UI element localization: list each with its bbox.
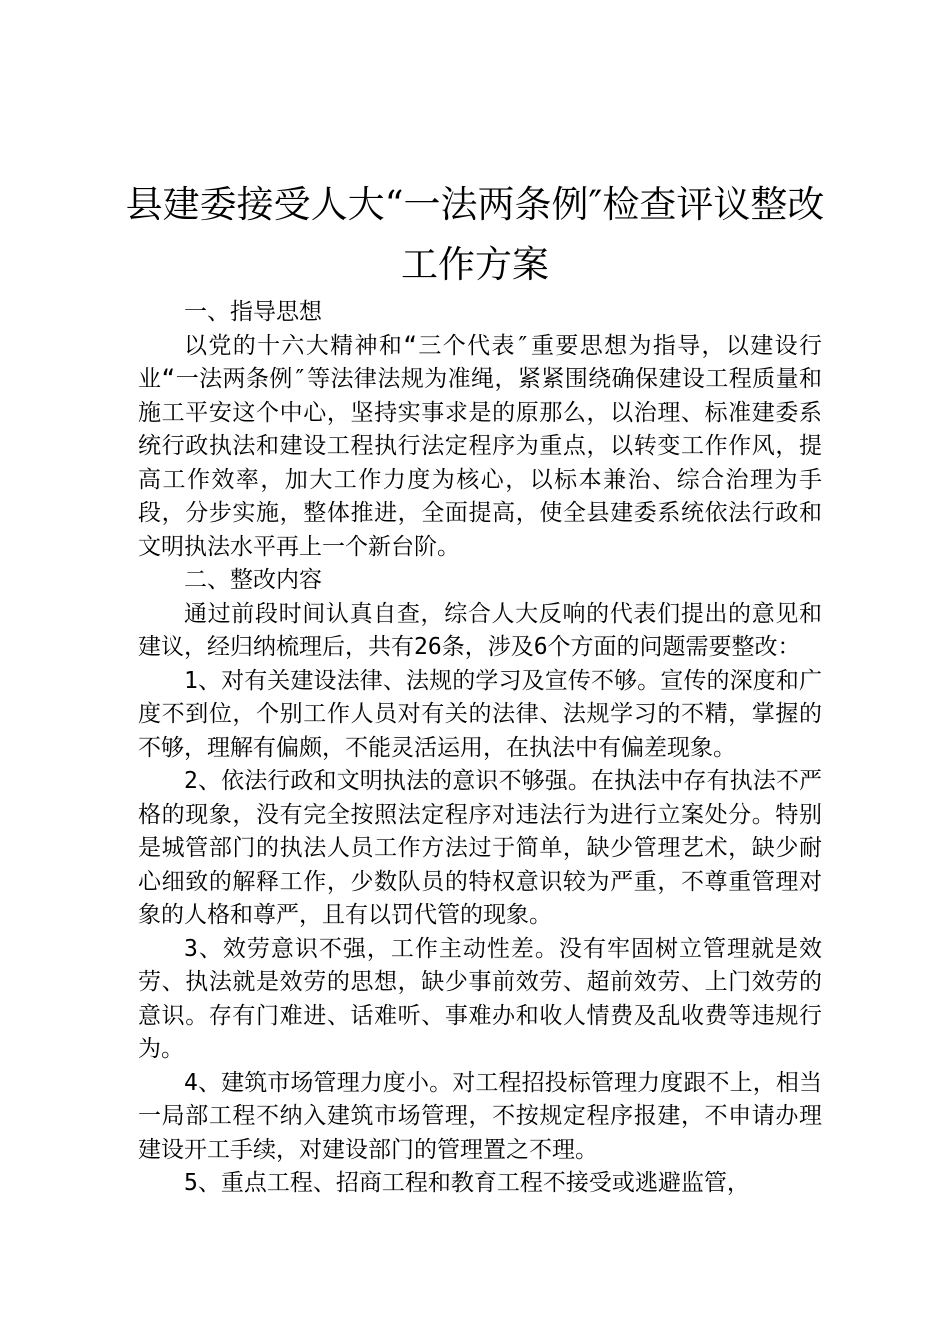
section-heading-guiding-ideology: 一、指导思想 bbox=[184, 299, 322, 325]
paragraph-item-3: 3、效劳意识不强，工作主动性差。没有牢固树立管理就是效劳、执法就是效劳的思想，缺少事前效劳、超前效劳、上门效劳的意识。存有门难进、话难听、事难办和收人情费及乱收费等违规行为。 bbox=[138, 935, 822, 1062]
paragraph-item-5: 5、重点工程、招商工程和教育工程不接受或逃避监管， bbox=[184, 1170, 750, 1196]
document-body bbox=[138, 296, 822, 1201]
paragraph-item-4: 4、建筑市场管理力度小。对工程招投标管理力度跟不上，相当一局部工程不纳入建筑市场管理，不按规定程序报建，不申请办理建设开工手续，对建设部门的管理置之不理。 bbox=[138, 1069, 822, 1163]
paragraph-item-2: 2、依法行政和文明执法的意识不够强。在执法中存有执法不严格的现象，没有完全按照法定程序对违法行为进行立案处分。特别是城管部门的执法人员工作方法过于简单，缺少管理艺术，缺少耐心细致的解释工作，少数队员的特权意识较为严重，不尊重管理对象的人格和尊严，且有以罚代管的现象。 bbox=[138, 768, 822, 928]
section-heading-rectification-content: 二、整改内容 bbox=[184, 567, 322, 593]
paragraph-rectification-intro: 通过前段时间认真自查，综合人大反响的代表们提出的意见和建议，经归纳梳理后，共有26条，涉及6个方面的问题需要整改： bbox=[138, 600, 822, 660]
document-title-line-2: 工作方案 bbox=[401, 243, 549, 286]
document-title-line-1: 县建委接受人大“一法两条例″检查评议整改 bbox=[125, 183, 825, 226]
paragraph-guiding-ideology: 以党的十六大精神和“三个代表″重要思想为指导，以建设行业“一法两条例″等法律法规为准绳，紧紧围绕确保建设工程质量和施工平安这个中心，坚持实事求是的原那么，以治理、标准建委系统行政执法和建设工程执行法定程序为重点，以转变工作作风，提高工作效率，加大工作力度为核心，以标本兼治、综合治理为手段，分步实施，整体推进，全面提高，使全县建委系统依法行政和文明执法水平再上一个新台阶。 bbox=[138, 332, 822, 560]
paragraph-item-1: 1、对有关建设法律、法规的学习及宣传不够。宣传的深度和广度不到位，个别工作人员对有关的法律、法规学习的不精，掌握的不够，理解有偏颇，不能灵活运用，在执法中有偏差现象。 bbox=[138, 667, 822, 761]
